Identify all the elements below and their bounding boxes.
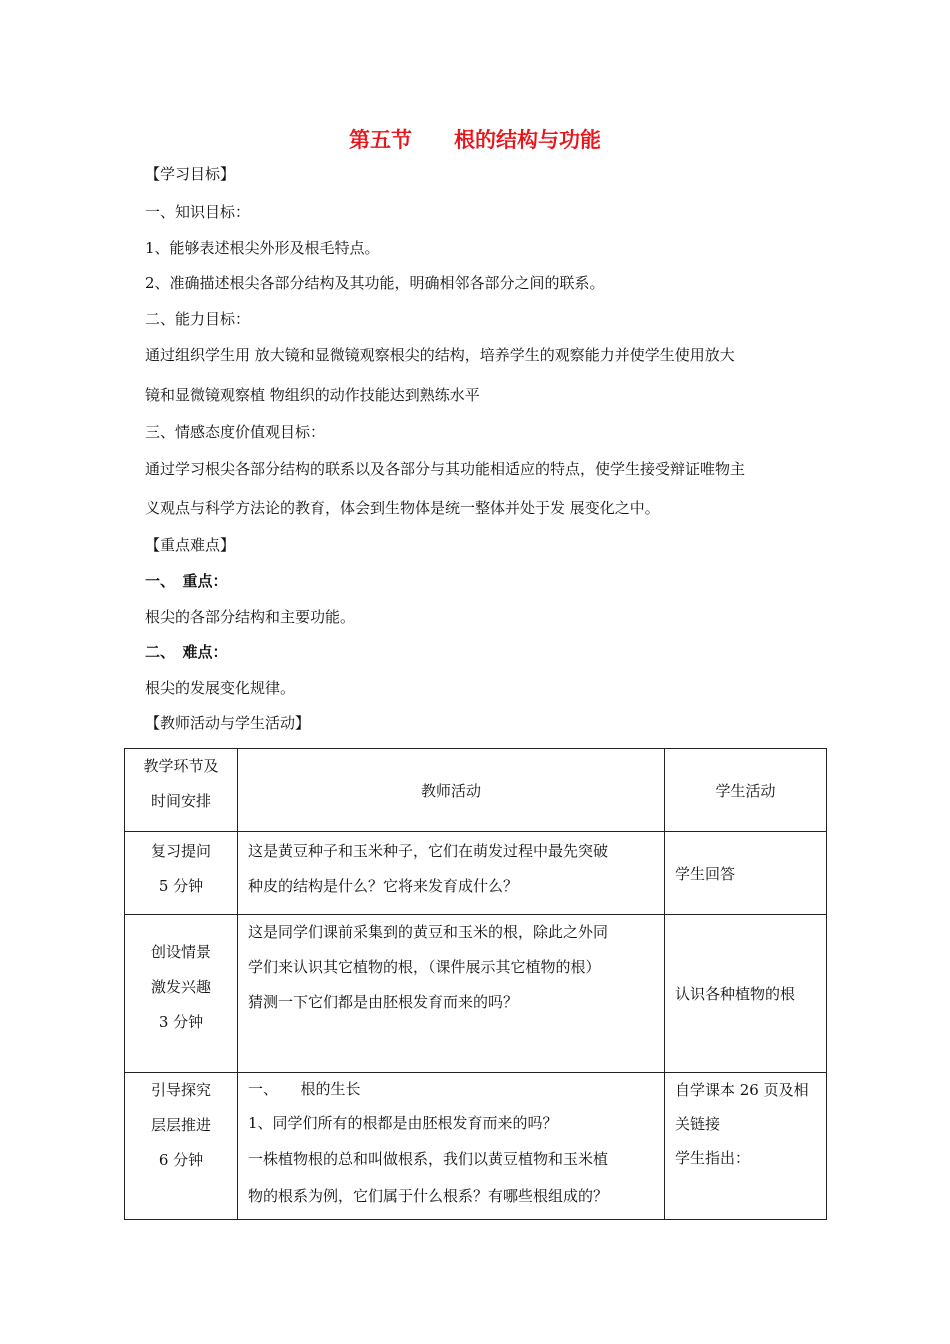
stage-line: 3 分钟	[158, 1013, 204, 1031]
header-teacher-cell	[238, 749, 665, 832]
key-point-text: 根尖的各部分结构和主要功能。	[145, 608, 356, 626]
objectives-heading: 【学习目标】	[145, 165, 236, 183]
difficulty-text: 根尖的发展变化规律。	[145, 679, 296, 697]
teacher-activity-line: 一、 根的生长	[248, 1080, 361, 1098]
table-row	[125, 832, 827, 915]
ability-text-line: 镜和显微镜观察植 物组织的动作技能达到熟练水平	[145, 386, 480, 404]
teacher-activity-line: 一株植物根的总和叫做根系，我们以黄豆植物和玉米植	[248, 1150, 609, 1168]
stage-cell	[125, 832, 238, 915]
header-stage-line: 时间安排	[150, 792, 211, 810]
student-activity-cell	[665, 1073, 827, 1220]
table-row	[125, 915, 827, 1073]
ability-objectives-heading: 二、能力目标：	[145, 310, 251, 328]
difficulty-label: 二、 难点：	[145, 643, 228, 661]
stage-line: 引导探究	[150, 1081, 211, 1099]
page-title: 第五节 根的结构与功能	[349, 128, 601, 152]
emotion-text-line: 通过学习根尖各部分结构的联系以及各部分与其功能相适应的特点，使学生接受辩证唯物主	[145, 460, 746, 478]
table-row	[125, 1073, 827, 1220]
teacher-activity-cell	[238, 832, 665, 915]
lesson-plan-table	[124, 748, 827, 1220]
teacher-activity-line: 这是同学们课前采集到的黄豆和玉米的根，除此之外同	[248, 923, 609, 941]
emotion-text-line: 义观点与科学方法论的教育，体会到生物体是统一整体并处于发 展变化之中。	[145, 499, 660, 517]
knowledge-objectives-heading: 一、知识目标：	[145, 203, 251, 221]
student-activity-line: 学生指出：	[675, 1149, 751, 1167]
stage-line: 激发兴趣	[150, 978, 211, 996]
teacher-activity-line: 物的根系为例，它们属于什么根系？有哪些根组成的？	[248, 1187, 609, 1205]
header-student-cell	[665, 749, 827, 832]
activities-heading: 【教师活动与学生活动】	[145, 714, 311, 732]
stage-line: 6 分钟	[158, 1151, 204, 1169]
teacher-activity-line: 种皮的结构是什么？它将来发育成什么？	[248, 877, 519, 895]
table-header-row	[125, 749, 827, 832]
student-activity-line: 关链接	[675, 1115, 721, 1133]
stage-line: 5 分钟	[158, 877, 204, 895]
teacher-activity-cell	[238, 915, 665, 1073]
stage-line: 复习提问	[150, 842, 211, 860]
stage-line: 层层推进	[150, 1116, 211, 1134]
header-teacher-label: 教师活动	[420, 781, 481, 800]
key-points-heading: 【重点难点】	[145, 536, 236, 554]
teacher-activity-line: 学们来认识其它植物的根，（课件展示其它植物的根）	[248, 958, 601, 976]
stage-cell	[125, 1073, 238, 1220]
header-stage-line: 教学环节及	[143, 757, 219, 775]
teacher-activity-cell	[238, 1073, 665, 1220]
student-activity-cell	[665, 915, 827, 1073]
emotion-objectives-heading: 三、情感态度价值观目标：	[145, 423, 326, 441]
stage-line: 创设情景	[150, 943, 211, 961]
teacher-activity-line: 1、同学们所有的根都是由胚根发育而来的吗？	[248, 1114, 558, 1132]
student-activity-cell	[665, 832, 827, 915]
student-activity-text: 认识各种植物的根	[675, 985, 796, 1003]
student-activity-text: 学生回答	[675, 864, 736, 883]
header-stage-cell	[125, 749, 238, 832]
teacher-activity-line: 猜测一下它们都是由胚根发育而来的吗？	[248, 993, 519, 1011]
ability-text-line: 通过组织学生用 放大镜和显微镜观察根尖的结构，培养学生的观察能力并使学生使用放大	[145, 346, 735, 364]
stage-cell	[125, 915, 238, 1073]
knowledge-item: 1、能够表述根尖外形及根毛特点。	[145, 239, 380, 257]
student-activity-line: 自学课本 26 页及相	[675, 1081, 809, 1099]
teacher-activity-line: 这是黄豆种子和玉米种子，它们在萌发过程中最先突破	[248, 842, 609, 860]
key-point-label: 一、 重点：	[145, 572, 228, 590]
knowledge-item: 2、准确描述根尖各部分结构及其功能，明确相邻各部分之间的联系。	[145, 274, 605, 292]
header-student-label: 学生活动	[715, 781, 776, 800]
